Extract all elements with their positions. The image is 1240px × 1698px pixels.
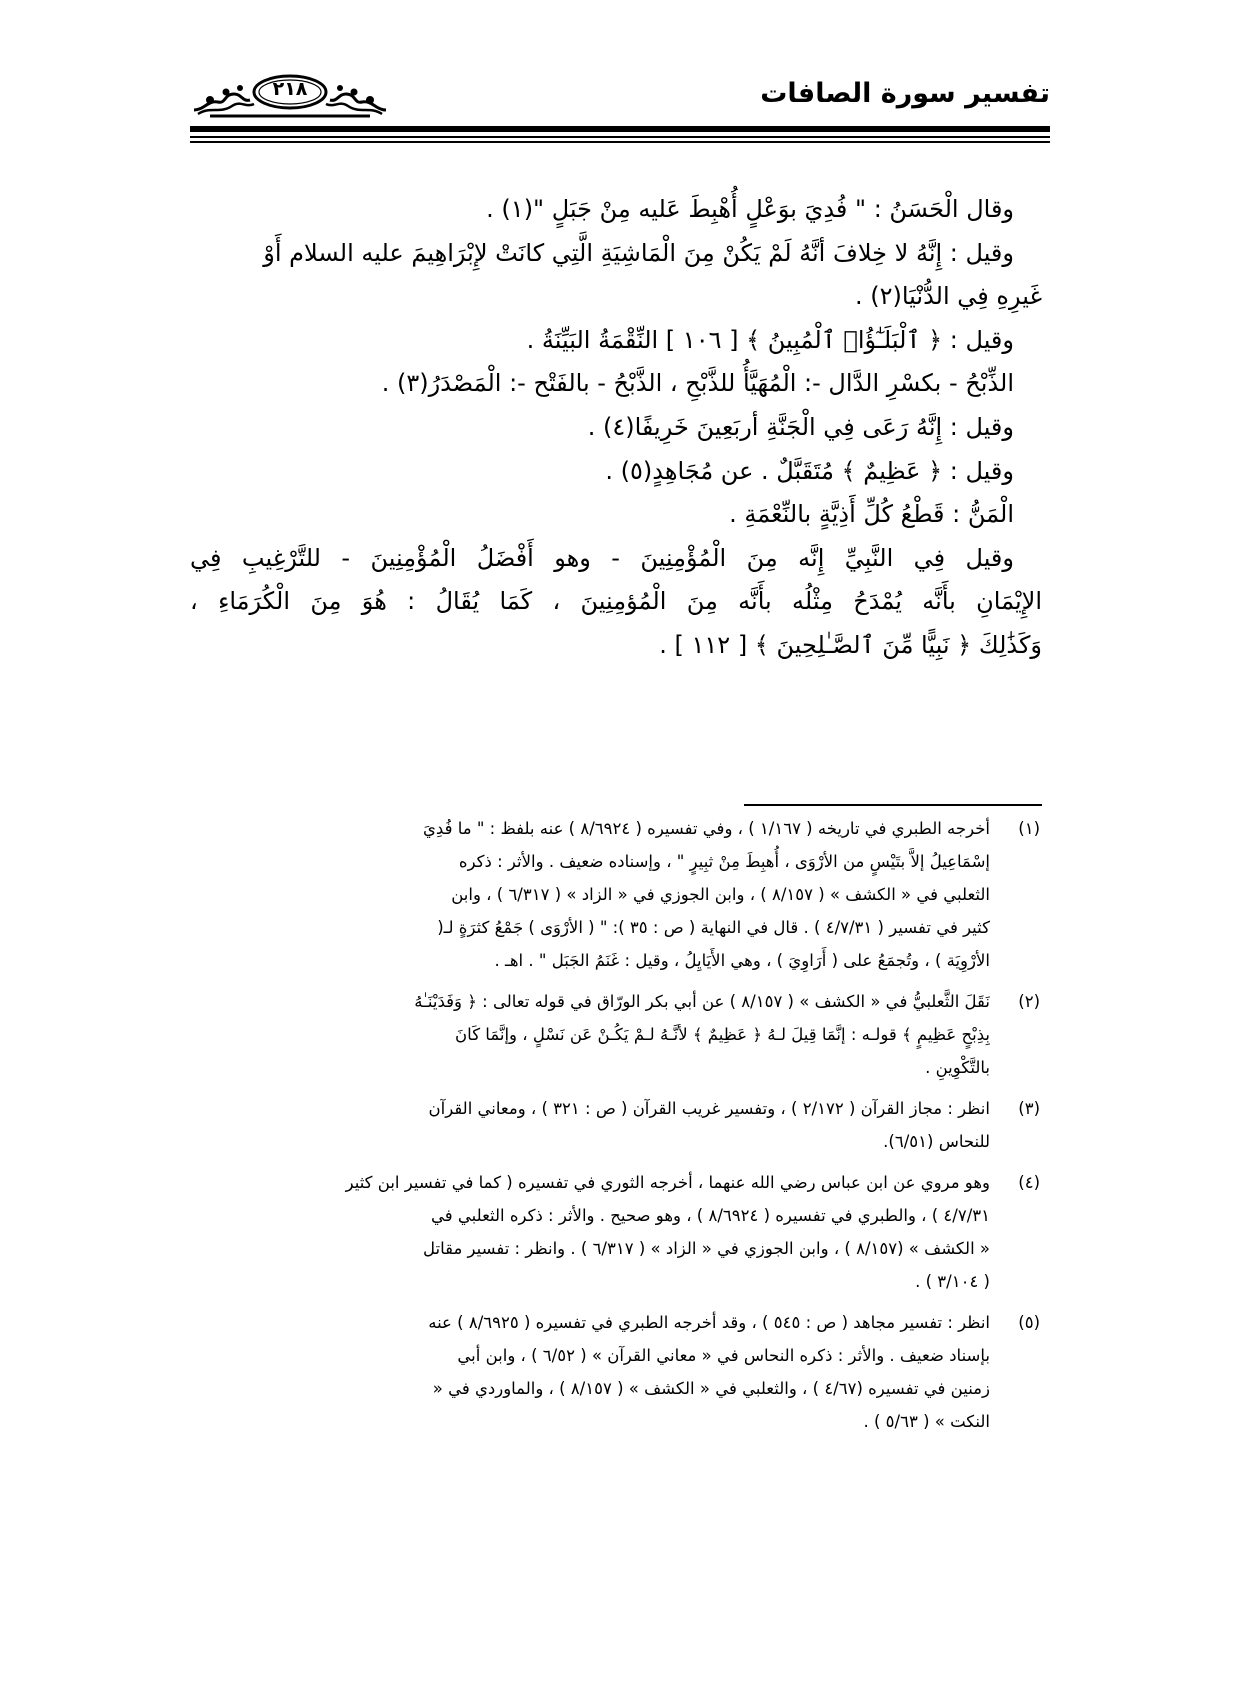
main-text (190, 188, 1042, 668)
footnote-line: أخرجه الطبري في تاريخه ( ١/١٦٧ ) ، وفي تفسيره ( ٨/٦٩٢٤ ) عنه بلفظ : " ما فُدِيَ (423, 819, 990, 838)
footnote-4 (196, 1166, 1042, 1298)
footnotes (196, 812, 1042, 1438)
page-header (190, 70, 1050, 118)
text-line: وقيل : إِنَّهُ لا خِلافَ أنَّهُ لَمْ يَكُنْ مِنَ الْمَاشِيَةِ الَّتِي كانَتْ لإِبْرَاهِيمَ عليه السلام أَوْ (263, 238, 1014, 267)
footnote-line: انظر : تفسير مجاهد ( ص : ٥٤٥ ) ، وقد أخرجه الطبري في تفسيره ( ٨/٦٩٢٥ ) عنه (428, 1313, 990, 1332)
footnote-line: إسْمَاعِيلُ إلاَّ بتَيْسٍ من الأرْوَى ، أُهبِطَ مِنْ ثبِيرٍ " ، وإسناده ضعيف . والأثر : ذكره (458, 852, 990, 871)
footnote-line: ٤/٧/٣١ ) ، والطبري في تفسيره ( ٨/٦٩٢٤ ) ، وهو صحيح . والأثر : ذكره الثعلبي في (430, 1206, 990, 1225)
text-line: الْمَنُّ : قَطْعُ كُلِّ أَذِيَّةٍ بالنِّعْمَةِ . (729, 500, 1014, 529)
page-number: ٢١٨ (272, 78, 308, 100)
footnote-line: بإسناد ضعيف . والأثر : ذكره النحاس في « معاني القرآن » ( ٦/٥٢ ) ، وابن أبي (457, 1346, 990, 1365)
header-rule-thin (190, 141, 1050, 143)
footnote-line: بِذِبْحٍ عَظِيمٍ ﴾ قولـه : إنَّمَا قِيلَ لـهُ ﴿ عَظِيمٌ ﴾ لأنَّـهُ لـمْ يَكُـنْ عَن نَسْلٍ ، وإنَّمَا كَانَ (455, 1025, 990, 1044)
footnote-number: (٥) (1018, 1313, 1040, 1332)
footnote-separator (744, 804, 1042, 806)
footnote-line: وهو مروي عن ابن عباس رضي الله عنهما ، أخرجه الثوري في تفسيره ( كما في تفسير ابن كثير (345, 1173, 990, 1192)
footnote-line: الثعلبي في « الكشف » ( ٨/١٥٧ ) ، وابن الجوزي في « الزاد » ( ٦/٣١٧ ) ، وابن (451, 885, 990, 904)
footnote-number: (٤) (1018, 1173, 1040, 1192)
footnote-line: انظر : مجاز القرآن ( ٢/١٧٢ ) ، وتفسير غريب القرآن ( ص : ٣٢١ ) ، ومعاني القرآن (428, 1099, 990, 1118)
header-rule-thin (190, 136, 1050, 138)
footnote-line: كثير في تفسير ( ٤/٧/٣١ ) . قال في النهاية ( ص : ٣٥ ): " ( الأرْوَى ) جَمْعُ كثرَةٍ لـ( (437, 918, 990, 937)
text-line: وقيل : ﴿ ٱلْبَلَـٰٓؤُا۟ ٱلْمُبِينُ ﴾ [ ١٠٦ ] النِّقْمَةُ البَيِّنَةُ . (526, 325, 1014, 354)
footnote-line: « الكشف » (٨/١٥٧ ) ، وابن الجوزي في « الزاد » ( ٦/٣١٧ ) . وانظر : تفسير مقاتل (423, 1239, 990, 1258)
text-line: الإِيْمَانِ بأَنَّه يُمْدَحُ مِثْلُه بأَنَّه مِنَ الْمُؤمِنِينَ ، كَمَا يُقَالُ : هُوَ مِنَ الْكُرَمَاءِ ، (190, 587, 1042, 616)
footnote-line: ( ٣/١٠٤ ) . (915, 1272, 990, 1291)
text-line: وَكَذَٰلِكَ ﴿ نَبِيًّا مِّنَ ٱلصَّـٰلِحِينَ ﴾ [ ١١٢ ] . (659, 630, 1042, 659)
footnote-line: الأرْوِيَة ) ، وتُجمَعُ على ( أَرَاوِيَ ) ، وهي الأَيَايِلُ ، وقيل : غَنَمُ الجَبَل " . اهـ . (494, 951, 990, 970)
text-line: غَيرِهِ فِي الدُّنْيَا(٢) . (854, 282, 1042, 311)
text-line: الذِّبْحُ - بكسْرِ الدَّال -: الْمُهَيَّأُ للذَّبْحِ ، الذَّبْحُ - بالفَتْح -: الْمَصْدَرُ(٣) . (381, 369, 1014, 398)
footnote-line: زمنين في تفسيره (٤/٦٧ ) ، والثعلبي في « الكشف » ( ٨/١٥٧ ) ، والماوردي في « (432, 1379, 990, 1398)
chapter-title: تفسير سورة الصافات (760, 78, 1050, 109)
footnote-line: النكت » ( ٥/٦٣ ) . (863, 1412, 990, 1431)
footnote-1 (196, 812, 1042, 977)
footnote-line: نَقَلَ الثَّعلبيُّ في « الكشف » ( ٨/١٥٧ ) عن أبي بكر الورّاق في قوله تعالى : ﴿ وَفَدَيْنَـٰهُ (414, 992, 990, 1011)
footnote-number: (٢) (1018, 992, 1040, 1011)
text-line: وقيل فِي النَّبِيِّ إِنَّه مِنَ الْمُؤْمِنِينَ - وهو أَفْضَلُ الْمُؤْمِنِينَ - للتَّرْغِيبِ فِي (190, 543, 1014, 572)
footnote-number: (١) (1018, 819, 1040, 838)
footnote-line: بالتَّكْوِينِ . (925, 1058, 990, 1077)
text-line: وقيل : إِنَّهُ رَعَى فِي الْجَنَّةِ أربَعِينَ خَرِيفًا(٤) . (587, 412, 1014, 441)
footnote-5 (196, 1306, 1042, 1438)
header-rule-thick (190, 126, 1050, 132)
footnote-number: (٣) (1018, 1099, 1040, 1118)
footnote-2 (196, 985, 1042, 1084)
footnote-3 (196, 1092, 1042, 1158)
text-line: وقال الْحَسَنُ : " فُدِيَ بوَعْلٍ أُهْبِطَ عَليه مِنْ جَبَلٍ "(١) . (486, 195, 1014, 223)
footnote-line: للنحاس (٦/٥١). (883, 1132, 990, 1151)
text-line: وقيل : ﴿ عَظِيمٌ ﴾ مُتَقَبَّلٌ . عن مُجَاهِدٍ(٥) . (605, 456, 1014, 485)
